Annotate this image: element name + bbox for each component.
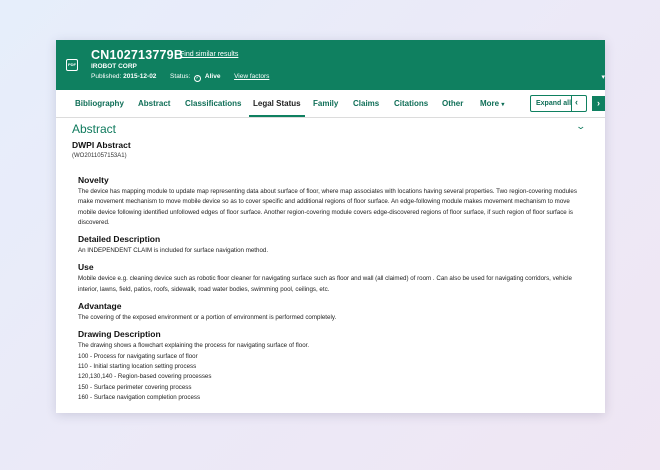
record-header [56, 40, 605, 90]
tab-more[interactable] [480, 99, 504, 108]
dwpi-abstract-title: DWPI Abstract [72, 140, 131, 150]
tab-citations[interactable]: Citations [394, 99, 429, 108]
advantage-text: The covering of the exposed environment or a portion of environment is performed completely. [78, 314, 337, 322]
detailed-description-heading: Detailed Description [78, 234, 161, 245]
drawing-description-heading: Drawing Description [78, 329, 161, 340]
caret-down-icon: ▾ [501, 102, 505, 108]
detailed-description-text: An INDEPENDENT CLAIM is included for surface navigation method. [78, 247, 269, 255]
status-label: Status: [170, 73, 191, 80]
published-date: 2015-12-02 [123, 73, 157, 80]
drawing-line: 120,130,140 - Region-based covering processes [78, 373, 212, 381]
drawing-line: The drawing shows a flowchart explaining the process for navigating surface of floor. [78, 342, 310, 350]
drawing-line: 110 - Initial starting location setting process [78, 362, 197, 370]
chevron-down-icon[interactable]: ⌄ [575, 121, 587, 131]
use-heading: Use [78, 262, 94, 273]
tab-classifications[interactable]: Classifications [185, 99, 242, 108]
check-circle-icon: ✓ [195, 75, 200, 81]
drawing-line: 100 - Process for navigating surface of floor [78, 352, 198, 360]
tab-abstract[interactable]: Abstract [138, 99, 171, 108]
use-text: Mobile device e.g. cleaning device such as robotic floor cleaner for navigating surface such as floor and wall (all claimed) of room . Can also be used for navigating corridors, vehicle interior, lawns, field, patios, roofs, sidewalk, road water bodies, swimming pool, ceilings, etc. [78, 275, 572, 293]
patent-record-card [56, 40, 605, 413]
tab-legal-status[interactable]: Legal Status [253, 99, 301, 108]
record-meta [91, 73, 269, 82]
chevron-down-icon[interactable]: ▾ [601, 74, 605, 81]
chevron-left-icon[interactable]: ‹ [575, 97, 578, 107]
dwpi-reference: (WO2011057153A1) [72, 153, 127, 159]
tab-claims[interactable]: Claims [353, 99, 380, 108]
tab-other[interactable]: Other [442, 99, 464, 108]
novelty-text: The device has mapping module to update map representing data about surface of floor, where map associates with locations having several properties. Two region-covering modules make movement mechanism to move mobile device so as to cover specific and additional regions of floor surface. An edge-following module makes movement mechanism to move mobile device following identified unfollowed edges of floor surface. Another region-covering module covers edge-discovered regions of floor surface, if such region of floor surface is discovered. [78, 188, 577, 226]
tab-bibliography[interactable]: Bibliography [75, 99, 124, 108]
find-similar-link[interactable]: Find similar results [180, 51, 239, 58]
tab-more-label: More [480, 99, 500, 108]
expand-all-group [530, 95, 587, 112]
button-divider [571, 96, 572, 111]
advantage-heading: Advantage [78, 301, 122, 312]
status-value: Alive [204, 73, 221, 80]
published-label: Published: [91, 73, 122, 80]
document-icon: PDF [66, 59, 78, 71]
view-factors-link[interactable]: View factors [234, 73, 270, 80]
assignee-name: IROBOT CORP [91, 63, 137, 70]
abstract-body [78, 175, 582, 403]
drawing-line: 150 - Surface perimeter covering process [78, 383, 192, 391]
section-title: Abstract [72, 122, 117, 136]
tab-family[interactable]: Family [313, 99, 339, 108]
drawing-description-lines [78, 341, 582, 403]
expand-all-button[interactable]: Expand all [536, 100, 572, 107]
novelty-heading: Novelty [78, 175, 109, 185]
patent-number: CN102713779B [91, 48, 184, 62]
chevron-right-icon[interactable]: › [592, 96, 605, 111]
tab-bar [56, 90, 605, 118]
drawing-line: 160 - Surface navigation completion process [78, 393, 201, 401]
